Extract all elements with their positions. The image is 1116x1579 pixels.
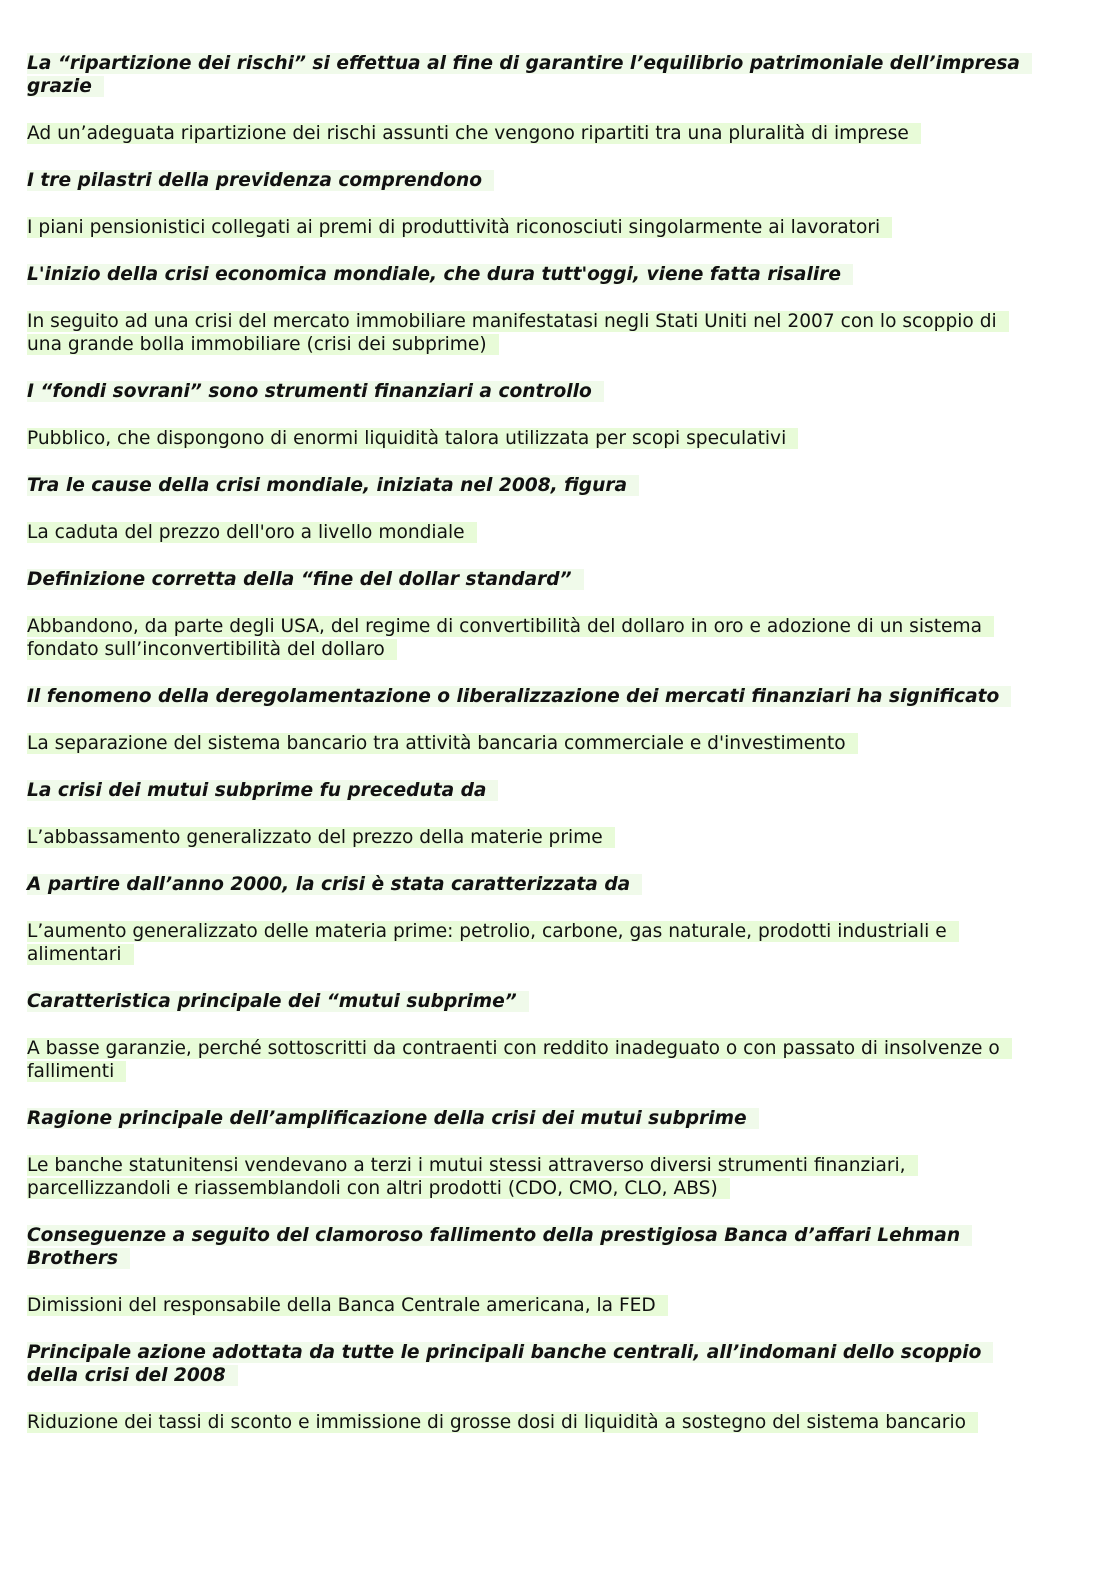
answer-text xyxy=(27,615,1037,661)
answer-text xyxy=(27,427,1037,450)
answer-text xyxy=(27,732,1037,755)
qa-item xyxy=(27,474,1037,544)
question-text xyxy=(27,1341,1037,1387)
question-highlight: Caratteristica principale dei “mutui subprime” xyxy=(27,991,529,1012)
answer-text xyxy=(27,521,1037,544)
question-highlight: La “ripartizione dei rischi” si effettua al fine di garantire l’equilibrio patrimoniale dell’impresa grazie xyxy=(27,53,1032,97)
answer-highlight: Riduzione dei tassi di sconto e immissione di grosse dosi di liquidità a sostegno del sistema bancario xyxy=(27,1412,978,1433)
answer-text xyxy=(27,1294,1037,1317)
answer-text xyxy=(27,122,1037,145)
question-highlight: Ragione principale dell’amplificazione della crisi dei mutui subprime xyxy=(27,1108,759,1129)
qa-item xyxy=(27,990,1037,1083)
qa-item xyxy=(27,568,1037,661)
answer-highlight: La separazione del sistema bancario tra attività bancaria commerciale e d'investimento xyxy=(27,733,858,754)
answer-highlight: Pubblico, che dispongono di enormi liquidità talora utilizzata per scopi speculativi xyxy=(27,428,798,449)
qa-item xyxy=(27,169,1037,239)
question-highlight: Il fenomeno della deregolamentazione o liberalizzazione dei mercati finanziari ha significato xyxy=(27,686,1011,707)
question-text xyxy=(27,263,1037,286)
question-text xyxy=(27,873,1037,896)
question-highlight: Tra le cause della crisi mondiale, iniziata nel 2008, figura xyxy=(27,475,639,496)
question-highlight: I tre pilastri della previdenza comprendono xyxy=(27,170,494,191)
answer-highlight: L’aumento generalizzato delle materia prime: petrolio, carbone, gas naturale, prodotti industriali e alimentari xyxy=(27,921,959,965)
answer-text xyxy=(27,920,1037,966)
answer-highlight: A basse garanzie, perché sottoscritti da contraenti con reddito inadeguato o con passato di insolvenze o fallimenti xyxy=(27,1038,1012,1082)
answer-text xyxy=(27,310,1037,356)
qa-item xyxy=(27,873,1037,966)
question-text xyxy=(27,1107,1037,1130)
answer-highlight: I piani pensionistici collegati ai premi di produttività riconosciuti singolarmente ai lavoratori xyxy=(27,217,892,238)
question-highlight: Conseguenze a seguito del clamoroso fallimento della prestigiosa Banca d’affari Lehman Brothers xyxy=(27,1225,972,1269)
question-highlight: A partire dall’anno 2000, la crisi è stata caratterizzata da xyxy=(27,874,642,895)
question-highlight: I “fondi sovrani” sono strumenti finanziari a controllo xyxy=(27,381,604,402)
question-text xyxy=(27,685,1037,708)
question-text xyxy=(27,169,1037,192)
document-page xyxy=(27,52,1037,1458)
question-highlight: Definizione corretta della “fine del dollar standard” xyxy=(27,569,584,590)
question-text xyxy=(27,779,1037,802)
question-highlight: La crisi dei mutui subprime fu preceduta da xyxy=(27,780,498,801)
question-highlight: L'inizio della crisi economica mondiale, che dura tutt'oggi, viene fatta risalire xyxy=(27,264,853,285)
qa-item xyxy=(27,1107,1037,1200)
answer-text xyxy=(27,216,1037,239)
answer-text xyxy=(27,1154,1037,1200)
answer-text xyxy=(27,1037,1037,1083)
answer-text xyxy=(27,1411,1037,1434)
qa-item xyxy=(27,779,1037,849)
answer-highlight: L’abbassamento generalizzato del prezzo della materie prime xyxy=(27,827,615,848)
qa-item xyxy=(27,685,1037,755)
qa-item xyxy=(27,263,1037,356)
answer-text xyxy=(27,826,1037,849)
qa-item xyxy=(27,52,1037,145)
question-text xyxy=(27,380,1037,403)
question-text xyxy=(27,52,1037,98)
question-text xyxy=(27,1224,1037,1270)
answer-highlight: Abbandono, da parte degli USA, del regime di convertibilità del dollaro in oro e adozione di un sistema fondato sull’inconvertibilità del dollaro xyxy=(27,616,994,660)
answer-highlight: Le banche statunitensi vendevano a terzi i mutui stessi attraverso diversi strumenti finanziari, parcellizzandoli e riassemblandoli con altri prodotti (CDO, CMO, CLO, ABS) xyxy=(27,1155,918,1199)
answer-highlight: Ad un’adeguata ripartizione dei rischi assunti che vengono ripartiti tra una pluralità di imprese xyxy=(27,123,921,144)
question-text xyxy=(27,990,1037,1013)
qa-item xyxy=(27,1224,1037,1317)
answer-highlight: In seguito ad una crisi del mercato immobiliare manifestatasi negli Stati Uniti nel 2007 con lo scoppio di una grande bolla immobiliare (crisi dei subprime) xyxy=(27,311,1009,355)
answer-highlight: La caduta del prezzo dell'oro a livello mondiale xyxy=(27,522,477,543)
question-text xyxy=(27,568,1037,591)
qa-item xyxy=(27,1341,1037,1434)
question-text xyxy=(27,474,1037,497)
answer-highlight: Dimissioni del responsabile della Banca Centrale americana, la FED xyxy=(27,1295,668,1316)
question-highlight: Principale azione adottata da tutte le principali banche centrali, all’indomani dello scoppio della crisi del 2008 xyxy=(27,1342,993,1386)
qa-item xyxy=(27,380,1037,450)
